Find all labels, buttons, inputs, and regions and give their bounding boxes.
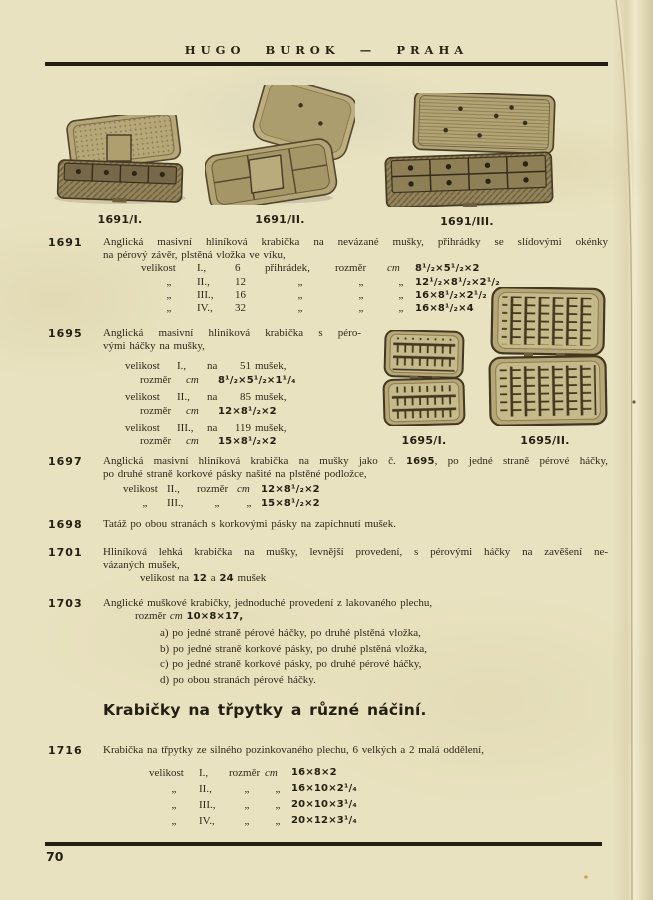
size-numeral: I., <box>197 262 207 275</box>
dims-row <box>140 405 361 418</box>
fly-word: mušek, <box>255 360 287 373</box>
dimension-word: rozměr <box>140 404 172 417</box>
compartment-count: 6 <box>235 262 241 275</box>
size-label: velikost <box>123 483 158 496</box>
size-label: velikost <box>125 422 160 435</box>
dimension-word: rozměr <box>197 483 229 496</box>
description-line: Anglická masivní hliníková krabička na nevázané mušky, přihrádky se slídovými okénky <box>103 236 608 248</box>
fly-box-illustration <box>380 330 468 426</box>
item-number: 1701 <box>48 546 83 559</box>
dims-value: 12×8¹/₂×2 <box>218 405 277 417</box>
preposition: na <box>207 422 218 435</box>
size-label: velikost na <box>140 572 193 585</box>
description-line: vázaných mušek, <box>103 559 180 572</box>
size-entry <box>103 422 361 448</box>
dims-value: 15×8¹/₂×2 <box>218 436 277 448</box>
product-photo-1695-II <box>482 287 608 447</box>
ditto-mark: „ <box>171 783 177 796</box>
unit-label: cm <box>186 373 199 386</box>
item-number: 1697 <box>48 455 83 468</box>
page-number: 70 <box>46 849 64 864</box>
catalog-item-1697 <box>0 455 622 510</box>
ditto-mark: „ <box>398 288 404 301</box>
footer-rule <box>45 842 602 846</box>
unit-label: cm <box>387 262 400 275</box>
fly-word: mušek, <box>255 391 287 404</box>
dims-value: 20×12×3¹/₄ <box>291 815 357 827</box>
product-photo-1691-III <box>378 93 556 228</box>
figure-caption: 1695/II. <box>520 434 570 447</box>
catalog-item-1701 <box>0 546 622 586</box>
size-numeral: I., <box>199 767 209 780</box>
product-photo-1695-I <box>380 330 468 447</box>
description-text: , po jedné straně pérové háčky, <box>434 455 608 467</box>
ditto-mark: „ <box>142 496 148 509</box>
ditto-mark: „ <box>275 799 281 812</box>
item-number: 1691 <box>48 236 83 249</box>
figure-caption: 1691/III. <box>440 215 494 228</box>
item-number: 1695 <box>48 327 83 340</box>
size-numeral: III., <box>197 288 214 301</box>
dimension-word: rozměr <box>135 610 170 623</box>
unit-label: cm <box>186 404 199 417</box>
compartment-word: přihrádek, <box>265 262 310 275</box>
description-line: po druhé straně korkové pásky našité na plstěné podložce, <box>103 468 367 481</box>
size-numeral: I., <box>177 360 187 373</box>
item-number: 1703 <box>48 597 83 610</box>
ditto-mark: „ <box>214 496 220 509</box>
size-label: velikost <box>125 360 160 373</box>
catalog-item-1716 <box>0 744 622 829</box>
size-row <box>125 422 361 435</box>
unit-label: cm <box>237 483 250 496</box>
size-entry <box>103 391 361 417</box>
ditto-mark: „ <box>358 302 364 315</box>
size-row <box>125 360 361 373</box>
ditto-mark: „ <box>358 275 364 288</box>
fly-count: 12 <box>192 573 208 585</box>
figure-caption: 1695/I. <box>401 434 447 447</box>
description-line: vými háčky na mušky, <box>103 340 205 353</box>
dimension-word: rozměr <box>140 435 172 448</box>
description-text: Anglická masivní hliníková krabička na mušky jako č. <box>103 455 406 467</box>
size-numeral: II., <box>167 483 180 496</box>
size-numeral: IV., <box>199 815 215 828</box>
description-line: Krabička na třpytky ze silného pozinkovaného plechu, 6 velkých a 2 malá oddělení, <box>103 744 484 756</box>
description-line: Anglická masivní hliníková krabička s péro- <box>103 327 361 339</box>
size-table <box>103 360 361 448</box>
dims-value: 12¹/₂×8¹/₂×2¹/₂ <box>415 276 500 288</box>
fly-word: mušek <box>233 572 267 585</box>
dims-value: 16×10×2¹/₄ <box>291 783 357 795</box>
conjunction: a <box>207 572 220 585</box>
size-row <box>123 497 608 510</box>
size-row <box>140 572 608 585</box>
item-reference: 1695 <box>405 456 435 467</box>
product-photo-1691-I <box>40 115 200 226</box>
dims-row <box>140 435 361 448</box>
dimension-word: rozměr <box>229 767 261 780</box>
size-row <box>125 391 361 404</box>
ditto-mark: „ <box>244 799 250 812</box>
dims-value: 12×8¹/₂×2 <box>261 484 320 496</box>
dims-value: 16×8¹/₂×2¹/₂ <box>415 289 487 301</box>
item-number: 1698 <box>48 518 83 531</box>
size-label: velikost <box>141 262 176 275</box>
figure-caption: 1691/I. <box>97 213 143 226</box>
ditto-mark: „ <box>297 288 303 301</box>
catalog-item-1698 <box>0 518 622 531</box>
dims-value: 20×10×3¹/₄ <box>291 799 357 811</box>
ditto-mark: „ <box>398 275 404 288</box>
catalog-item-1703 <box>0 597 622 688</box>
compartment-count: 32 <box>235 302 246 315</box>
dims-value: 8¹/₂×5¹/₂×1¹/₄ <box>218 374 296 386</box>
variant-option: b) po jedné straně korkové pásky, po druhé plstěná vložka, <box>160 642 428 655</box>
ditto-mark: „ <box>171 799 177 812</box>
variant-option: c) po jedné straně korkové pásky, po druhé pérové háčky, <box>160 658 422 671</box>
figure-caption: 1691/II. <box>255 213 305 226</box>
fly-count: 24 <box>219 573 234 585</box>
ditto-mark: „ <box>166 302 172 315</box>
fly-count: 119 <box>234 422 251 435</box>
ditto-mark: „ <box>244 815 250 828</box>
fly-count: 85 <box>240 391 251 404</box>
size-numeral: III., <box>199 799 216 812</box>
size-numeral: III., <box>177 422 194 435</box>
size-entry <box>103 360 361 386</box>
size-row <box>149 813 608 829</box>
ditto-mark: „ <box>166 288 172 301</box>
compartment-count: 16 <box>235 288 246 301</box>
description-line: Hliníková lehká krabička na mušky, levnější provedení, s pérovými háčky na zavěšení ne- <box>103 546 608 558</box>
description-line: Anglické muškové krabičky, jednoduché provedení z lakovaného plechu, <box>103 597 433 609</box>
variant-option: a) po jedné straně pérové háčky, po druhé plstěná vložka, <box>160 627 421 640</box>
description-line: na pérový závěr, plstěná vložka ve víku, <box>103 249 286 262</box>
size-row <box>149 781 608 797</box>
size-row <box>149 797 608 813</box>
ditto-mark: „ <box>166 275 172 288</box>
dims-value: 10×8×17, <box>186 611 244 623</box>
ditto-mark: „ <box>275 783 281 796</box>
fly-count: 51 <box>240 360 251 373</box>
product-photo-1691-II <box>205 85 355 226</box>
size-numeral: IV., <box>197 302 213 315</box>
section-heading: Krabičky na třpytky a různé náčiní. <box>103 701 427 719</box>
preposition: na <box>207 391 218 404</box>
fly-word: mušek, <box>255 422 287 435</box>
dims-value: 8¹/₂×5¹/₂×2 <box>415 263 480 275</box>
dimension-word: rozměr <box>140 373 172 386</box>
item-number: 1716 <box>48 744 83 757</box>
size-numeral: II., <box>177 391 190 404</box>
size-label: velikost <box>149 767 184 780</box>
variant-option: d) po obou stranách pérové háčky. <box>160 673 316 686</box>
page-title: HUGO BUROK — PRAHA <box>184 43 469 57</box>
ditto-mark: „ <box>275 815 281 828</box>
dims-value: 16×8×2 <box>291 767 337 779</box>
preposition: na <box>207 360 218 373</box>
ditto-mark: „ <box>246 496 252 509</box>
ditto-mark: „ <box>358 288 364 301</box>
ditto-mark: „ <box>171 815 177 828</box>
compartment-count: 12 <box>235 275 246 288</box>
dims-row <box>140 374 361 387</box>
size-row <box>149 765 608 781</box>
dims-value: 15×8¹/₂×2 <box>261 497 320 509</box>
fly-box-illustration <box>205 85 355 205</box>
description-line: Tatáž po obou stranách s korkovými pásky na zapíchnutí mušek. <box>103 518 396 530</box>
ditto-mark: „ <box>244 783 250 796</box>
ditto-mark: „ <box>297 275 303 288</box>
size-row <box>123 483 608 496</box>
size-table <box>103 765 608 829</box>
dims-row <box>135 610 608 623</box>
unit-label: cm <box>186 435 199 448</box>
size-numeral: III., <box>167 496 184 509</box>
size-row <box>141 262 608 275</box>
fly-box-illustration <box>482 287 608 426</box>
size-numeral: II., <box>199 783 212 796</box>
unit-label: cm <box>265 767 278 780</box>
size-label: velikost <box>125 391 160 404</box>
dimension-word: rozměr <box>335 262 367 275</box>
description-line <box>103 455 608 468</box>
fly-box-illustration <box>378 93 556 207</box>
header-rule <box>45 62 608 66</box>
ditto-mark: „ <box>297 302 303 315</box>
variant-list <box>160 626 608 688</box>
size-numeral: II., <box>197 275 210 288</box>
unit-label: cm <box>169 610 183 623</box>
size-table <box>103 483 608 509</box>
ditto-mark: „ <box>398 302 404 315</box>
fly-box-illustration <box>45 115 195 205</box>
dims-value: 16×8¹/₂×4 <box>415 303 474 315</box>
